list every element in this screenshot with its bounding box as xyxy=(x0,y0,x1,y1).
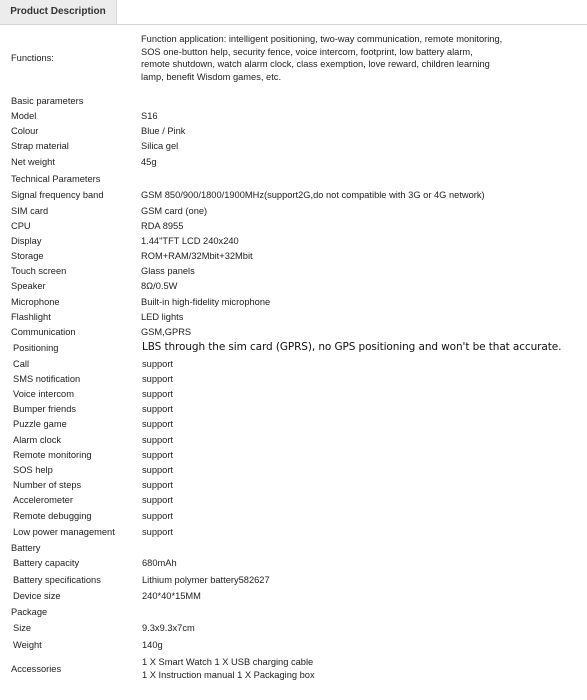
row-value xyxy=(141,33,541,83)
row-value: RDA 8955 xyxy=(141,221,184,231)
row-label: Communication xyxy=(11,327,76,337)
row-label: Alarm clock xyxy=(13,435,62,445)
row-value: 140g xyxy=(142,640,163,650)
row-label: Functions: xyxy=(11,53,54,63)
row-value: support xyxy=(142,527,174,537)
row-value: support xyxy=(142,435,174,445)
row-value: support xyxy=(142,404,174,414)
row-label: SOS help xyxy=(13,465,53,475)
row-value: support xyxy=(142,359,174,369)
row-value xyxy=(142,656,542,681)
accessories-line: 1 X Instruction manual 1 X Packaging box xyxy=(142,669,315,680)
row-value: 240*40*15MM xyxy=(142,591,201,601)
row-value: Blue / Pink xyxy=(141,126,186,136)
row-value: LED lights xyxy=(141,312,184,322)
row-label: Low power management xyxy=(13,527,115,537)
row-value: support xyxy=(142,495,174,505)
row-label: Flashlight xyxy=(11,312,51,322)
row-label: Weight xyxy=(13,640,42,650)
row-label: Touch screen xyxy=(11,266,67,276)
row-label: Microphone xyxy=(11,297,60,307)
row-label: Voice intercom xyxy=(13,389,74,399)
row-label: Model xyxy=(11,111,37,121)
row-label: Device size xyxy=(13,591,61,601)
row-label: Bumper friends xyxy=(13,404,77,414)
accessories-line: 1 X Smart Watch 1 X USB charging cable xyxy=(142,657,314,667)
row-label: SIM card xyxy=(11,206,49,216)
tab-product-description[interactable]: Product Description xyxy=(0,0,117,24)
row-value: GSM,GPRS xyxy=(141,327,192,337)
row-value: Silica gel xyxy=(141,141,179,151)
row-value: support xyxy=(142,480,174,490)
row-value: 680mAh xyxy=(142,558,177,568)
row-value: support xyxy=(142,450,174,460)
row-value: 1.44"TFT LCD 240x240 xyxy=(141,236,239,246)
row-label: SMS notification xyxy=(13,374,81,384)
row-value: Built-in high-fidelity microphone xyxy=(141,297,271,307)
row-value: support xyxy=(142,465,174,475)
row-label: Colour xyxy=(11,126,39,136)
row-label: Accelerometer xyxy=(13,495,73,505)
functions-line: remote shutdown, watch alarm clock, class exemption, love reward, children learning xyxy=(141,59,490,70)
row-label: Basic parameters xyxy=(11,96,84,106)
row-label: Strap material xyxy=(11,141,69,151)
row-label: Remote debugging xyxy=(13,511,92,521)
tab-bar xyxy=(0,0,587,25)
row-label: Display xyxy=(11,236,42,246)
row-value: 45g xyxy=(141,157,157,167)
row-value: Glass panels xyxy=(141,266,195,276)
row-label: Call xyxy=(13,359,30,369)
row-value: support xyxy=(142,419,174,429)
row-label: Speaker xyxy=(11,281,46,291)
row-label: Number of steps xyxy=(13,480,82,490)
row-value: support xyxy=(142,389,174,399)
row-label: Technical Parameters xyxy=(11,174,101,184)
row-value: 8Ω/0.5W xyxy=(141,281,178,291)
row-label: Puzzle game xyxy=(13,419,67,429)
functions-line: Function application: intelligent positioning, two-way communication, remote monitoring, xyxy=(141,34,503,44)
row-label: Storage xyxy=(11,251,44,261)
row-label: Remote monitoring xyxy=(13,450,92,460)
row-value: Lithium polymer battery582627 xyxy=(142,575,270,585)
row-label: Battery capacity xyxy=(13,558,80,568)
row-value: S16 xyxy=(141,111,158,121)
row-value: GSM card (one) xyxy=(141,206,208,216)
row-value: GSM 850/900/1800/1900MHz(support2G,do not compatible with 3G or 4G network) xyxy=(141,190,485,200)
row-label: Positioning xyxy=(13,343,59,353)
row-label: Battery xyxy=(11,543,41,553)
row-label: Accessories xyxy=(11,664,62,674)
functions-line: SOS one-button help, security fence, voice intercom, footprint, low battery alarm, xyxy=(141,46,473,57)
row-label: CPU xyxy=(11,221,31,231)
row-value: LBS through the sim card (GPRS), no GPS positioning and won't be that accurate. xyxy=(142,341,562,353)
row-value: ROM+RAM/32Mbit+32Mbit xyxy=(141,251,253,261)
row-label: Battery specifications xyxy=(13,575,101,585)
row-label: Net weight xyxy=(11,157,55,167)
row-value: support xyxy=(142,511,174,521)
row-label: Size xyxy=(13,623,32,633)
row-label: Package xyxy=(11,607,48,617)
row-label: Signal frequency band xyxy=(11,190,104,200)
row-value: 9.3x9.3x7cm xyxy=(142,623,195,633)
row-value: support xyxy=(142,374,174,384)
functions-line: lamp, benefit Wisdom games, etc. xyxy=(141,71,282,82)
